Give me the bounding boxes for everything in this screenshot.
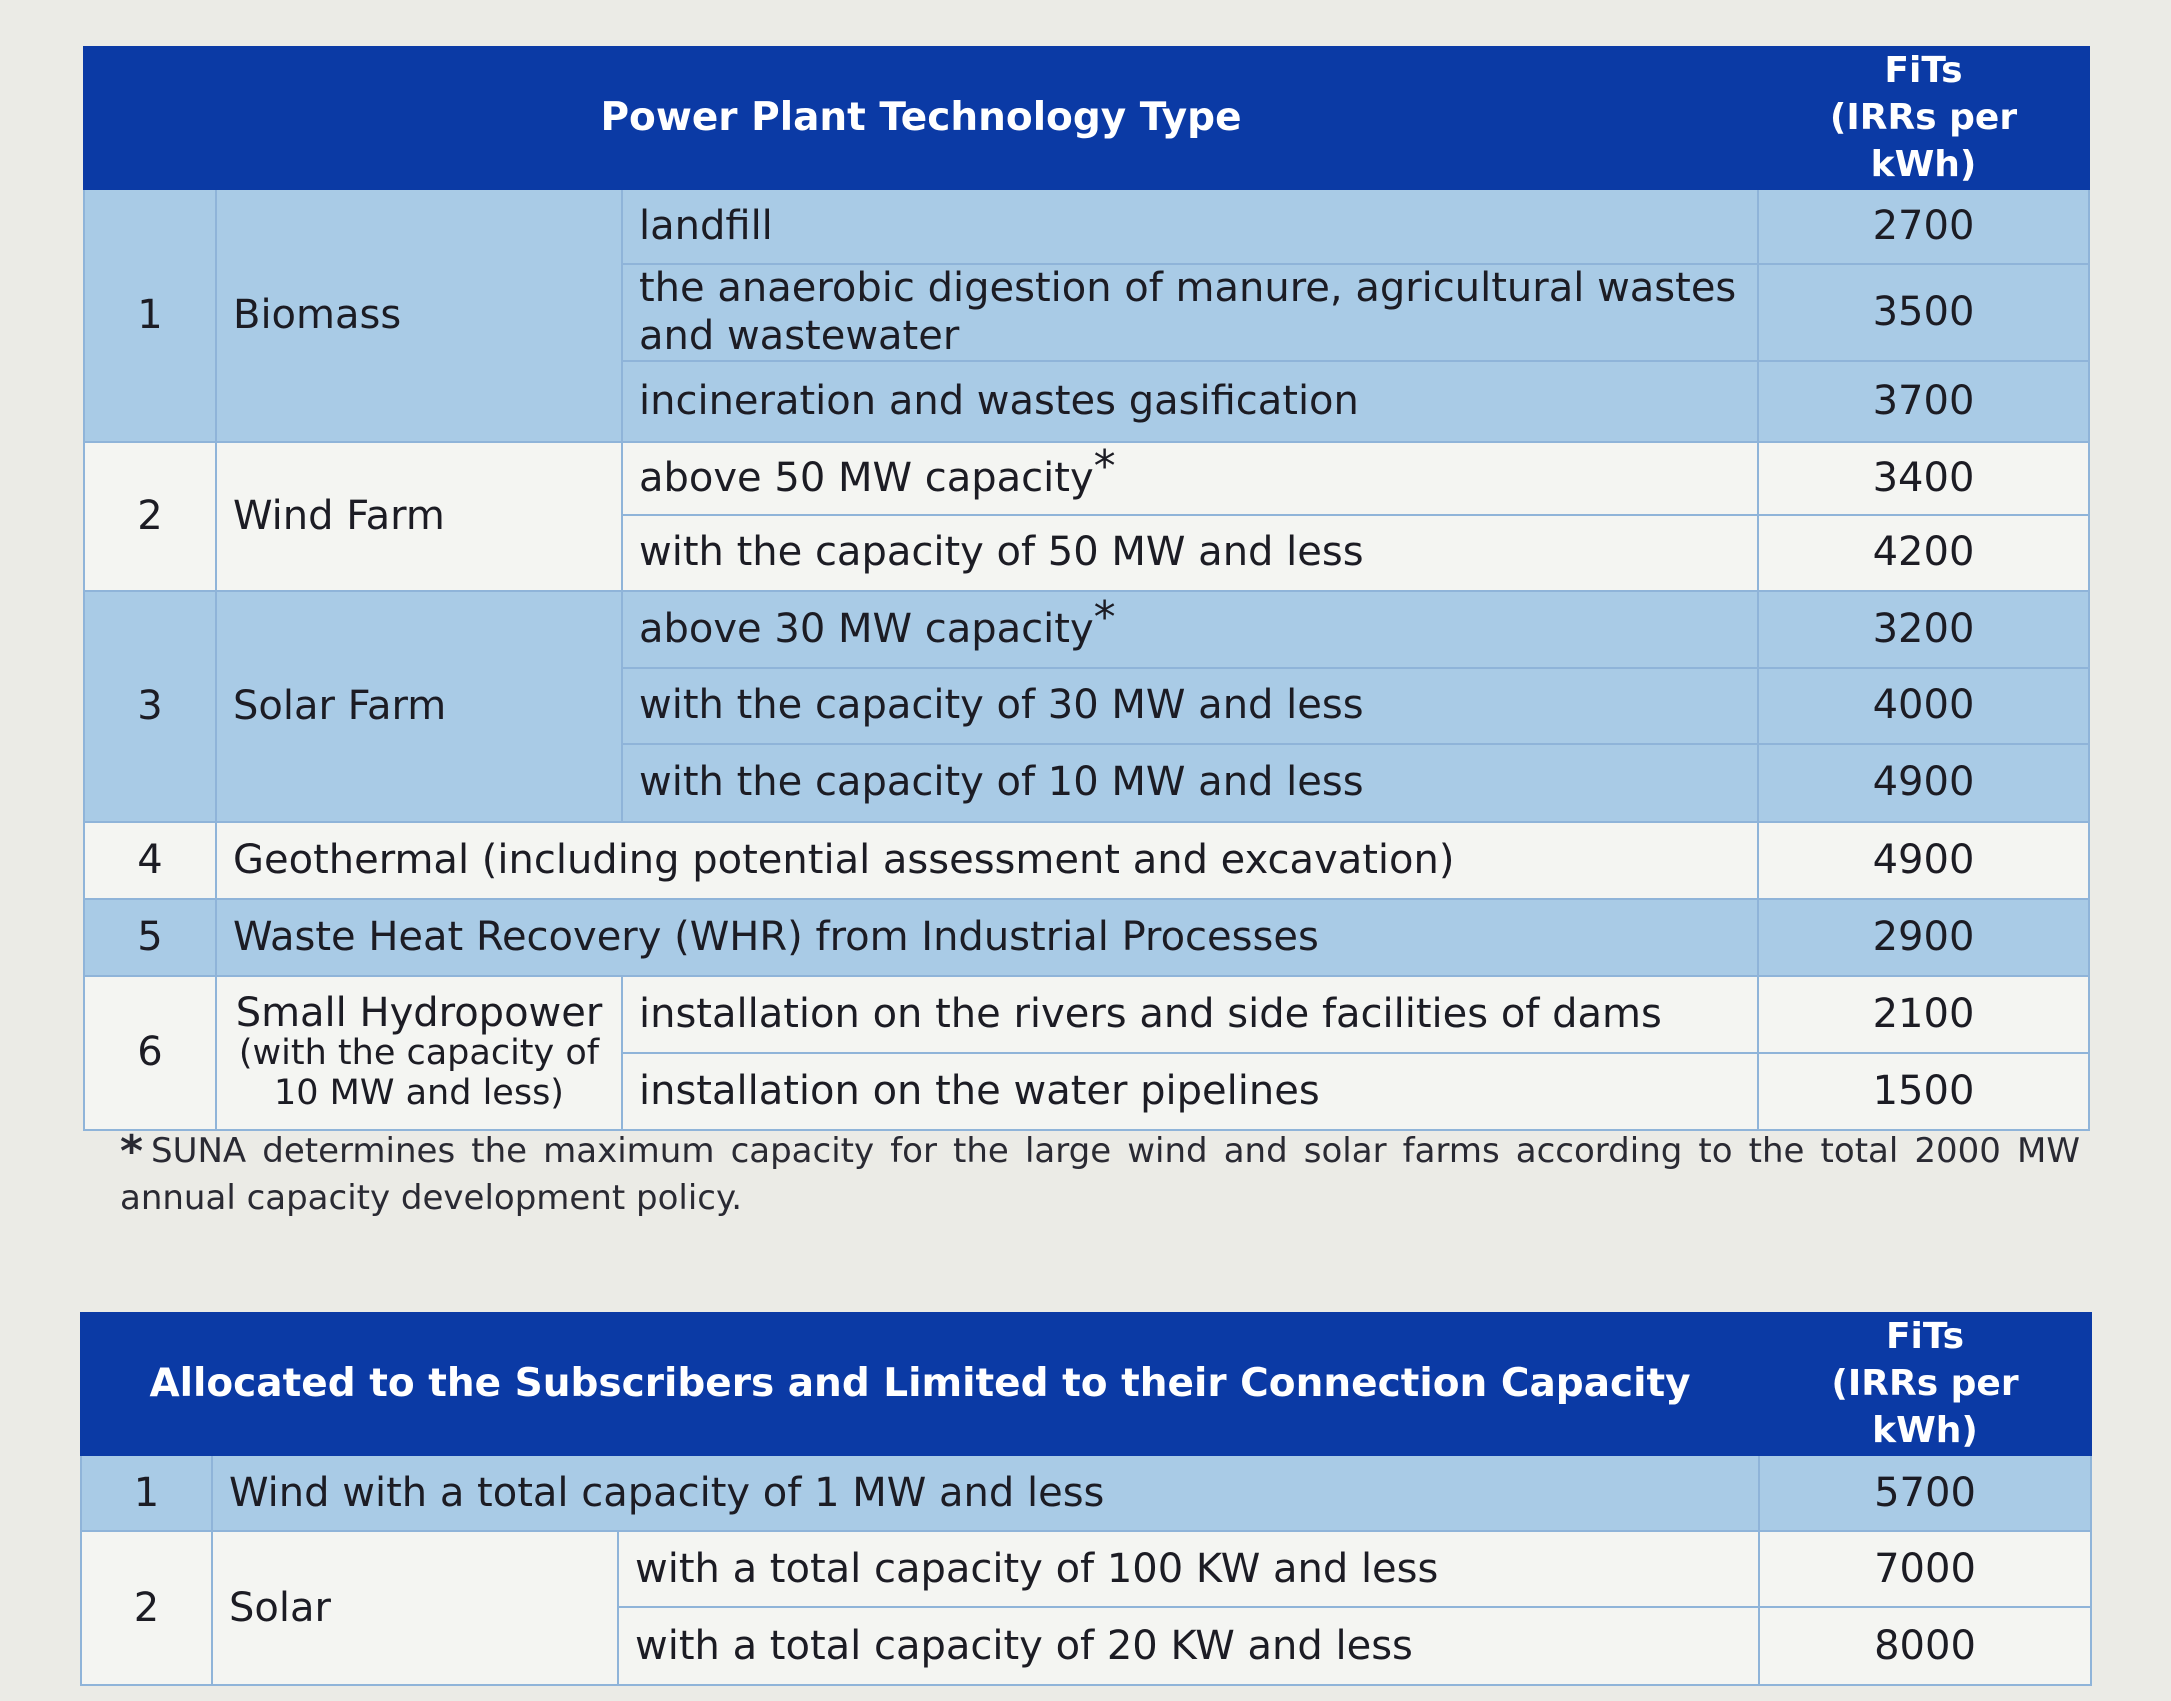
fits-header-line2: (IRRs per kWh) [1831,1362,2019,1451]
fits-header-line1: FiTs [1884,50,1963,91]
fit-value: 2900 [1758,899,2089,976]
fit-value: 2700 [1758,189,2089,264]
row-number: 6 [84,976,216,1130]
detail-text: above 30 MW capacity [639,605,1094,652]
table-row [84,442,2089,515]
technology-detail: landfill [622,189,1758,264]
row-number: 3 [84,591,216,822]
hydropower-name-line3: 10 MW and less) [274,1072,564,1113]
footnote-marker: * [120,1126,144,1177]
fits-table-subscribers [80,1312,2092,1686]
fits-header-line2: (IRRs per kWh) [1829,96,2018,185]
technology-detail: with the capacity of 30 MW and less [622,668,1758,744]
fit-value: 4900 [1758,822,2089,899]
technology-detail [622,442,1758,515]
fits-header [1758,47,2089,189]
table-header-row [81,1313,2091,1455]
technology-name: Biomass [216,189,622,441]
table-row [84,591,2089,668]
technology-detail: installation on the water pipelines [622,1053,1758,1130]
technology-detail: with a total capacity of 20 KW and less [618,1607,1759,1685]
fit-value: 3700 [1758,361,2089,442]
technology-detail: installation on the rivers and side facilities of dams [622,976,1758,1053]
technology-name: Solar Farm [216,591,622,822]
table-row [81,1455,2091,1531]
fit-value: 1500 [1758,1053,2089,1130]
table-row [84,899,2089,976]
fit-value: 8000 [1759,1607,2091,1685]
technology-detail: with a total capacity of 100 KW and less [618,1531,1759,1607]
row-number: 5 [84,899,216,976]
fit-value: 5700 [1759,1455,2091,1531]
row-number: 2 [81,1531,212,1685]
technology-detail: with the capacity of 50 MW and less [622,515,1758,591]
table-row [84,189,2089,264]
detail-text: above 50 MW capacity [639,454,1094,501]
table-row [84,822,2089,899]
hydropower-name-line1: Small Hydropower [235,989,603,1036]
technology-name [216,976,622,1130]
technology-type-header: Power Plant Technology Type [84,47,1758,189]
fit-value: 4900 [1758,744,2089,822]
technology-name: Geothermal (including potential assessment and excavation) [216,822,1758,899]
technology-name: Solar [212,1531,618,1685]
table-row [84,976,2089,1053]
footnote [120,1128,2080,1221]
technology-name: Wind with a total capacity of 1 MW and less [212,1455,1759,1531]
technology-detail: with the capacity of 10 MW and less [622,744,1758,822]
table-row [81,1531,2091,1607]
fits-header [1759,1313,2091,1455]
row-number: 4 [84,822,216,899]
asterisk-marker: * [1093,440,1116,492]
technology-name: Wind Farm [216,442,622,591]
asterisk-marker: * [1093,591,1116,643]
fit-value: 2100 [1758,976,2089,1053]
fit-value: 7000 [1759,1531,2091,1607]
technology-detail: the anaerobic digestion of manure, agricultural wastes and wastewater [622,264,1758,360]
row-number: 1 [84,189,216,441]
fit-value: 3200 [1758,591,2089,668]
hydropower-name-line2: (with the capacity of [238,1032,600,1073]
fit-value: 4000 [1758,668,2089,744]
row-number: 1 [81,1455,212,1531]
table-header-row [84,47,2089,189]
fit-value: 3500 [1758,264,2089,360]
subscribers-header: Allocated to the Subscribers and Limited to their Connection Capacity [81,1313,1759,1455]
footnote-text: SUNA determines the maximum capacity for the large wind and solar farms according to the total 2000 MW annual capacity development policy. [120,1131,2080,1218]
fits-header-line1: FiTs [1885,1316,1965,1357]
fit-value: 3400 [1758,442,2089,515]
row-number: 2 [84,442,216,591]
fits-table-power-plants [83,46,2090,1131]
technology-name: Waste Heat Recovery (WHR) from Industrial Processes [216,899,1758,976]
fit-value: 4200 [1758,515,2089,591]
technology-detail: incineration and wastes gasification [622,361,1758,442]
technology-detail [622,591,1758,668]
